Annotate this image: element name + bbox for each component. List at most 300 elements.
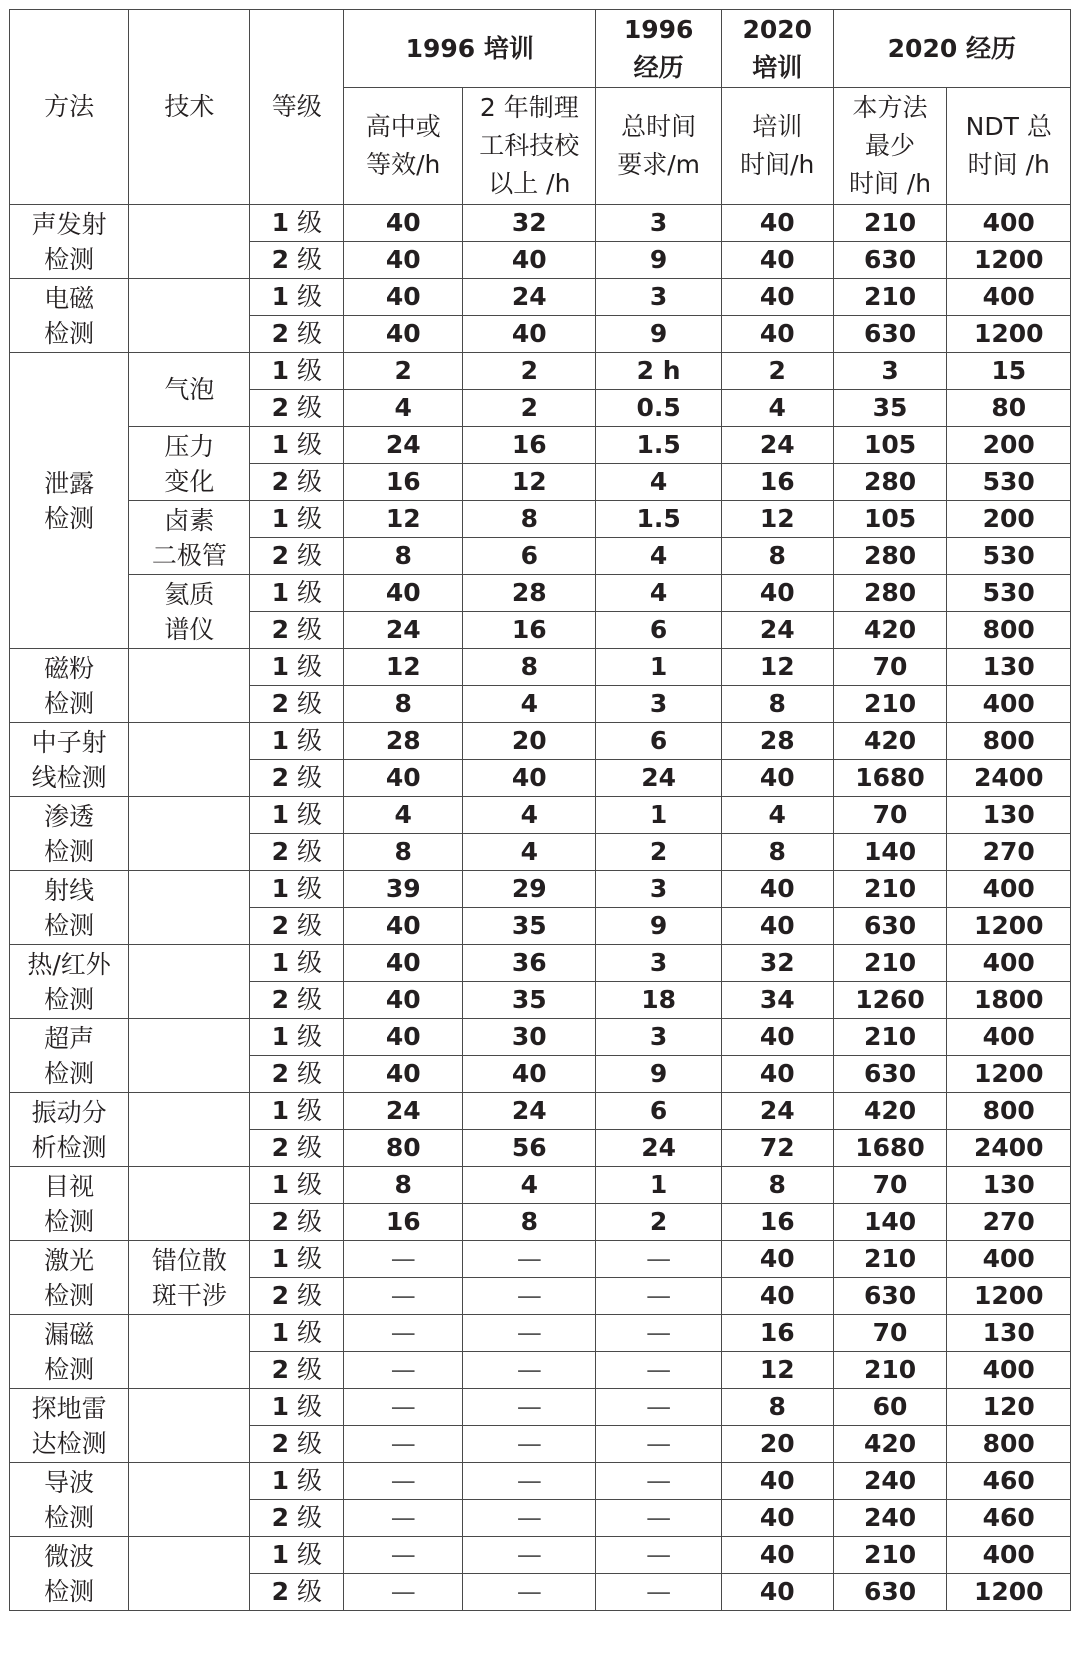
level-cell: 1 级 [250, 575, 344, 612]
value-cell: 40 [344, 982, 463, 1019]
header-total-time-required-label: 总时间 要求/m [617, 112, 700, 179]
table-row [10, 1537, 1071, 1574]
method-cell [10, 797, 129, 871]
value-cell: 270 [947, 834, 1071, 871]
method-label: 声发射 检测 [31, 209, 107, 274]
value-cell: 30 [463, 1019, 596, 1056]
method-cell [10, 1167, 129, 1241]
level-cell: 2 级 [250, 1130, 344, 1167]
value-cell: 4 [596, 464, 722, 501]
value-cell: — [596, 1574, 722, 1611]
value-cell: 40 [463, 316, 596, 353]
value-cell: — [344, 1500, 463, 1537]
table-row [10, 1093, 1071, 1130]
header-level [250, 10, 344, 205]
value-cell: 40 [721, 1500, 833, 1537]
value-cell: 8 [721, 1167, 833, 1204]
value-cell: 630 [833, 242, 947, 279]
level-cell: 1 级 [250, 1389, 344, 1426]
certification-hours-table [9, 9, 1071, 1611]
value-cell: 9 [596, 1056, 722, 1093]
value-cell: 240 [833, 1463, 947, 1500]
value-cell: 400 [947, 945, 1071, 982]
header-1996-experience [596, 10, 722, 88]
value-cell: — [344, 1278, 463, 1315]
value-cell: 34 [721, 982, 833, 1019]
value-cell: 16 [721, 1315, 833, 1352]
value-cell: 6 [596, 1093, 722, 1130]
value-cell: 800 [947, 1426, 1071, 1463]
value-cell: 70 [833, 649, 947, 686]
value-cell: — [463, 1278, 596, 1315]
technique-cell [129, 1463, 250, 1537]
technique-cell [129, 575, 250, 649]
method-cell [10, 871, 129, 945]
value-cell: — [596, 1241, 722, 1278]
value-cell: 240 [833, 1500, 947, 1537]
value-cell: 2400 [947, 760, 1071, 797]
value-cell: 40 [344, 908, 463, 945]
value-cell: 630 [833, 316, 947, 353]
level-cell: 1 级 [250, 1463, 344, 1500]
header-2020-training [721, 10, 833, 88]
value-cell: 40 [721, 1537, 833, 1574]
value-cell: 24 [344, 427, 463, 464]
value-cell: — [463, 1537, 596, 1574]
value-cell: 280 [833, 538, 947, 575]
method-label: 导波 检测 [44, 1467, 95, 1532]
value-cell: 400 [947, 871, 1071, 908]
method-cell [10, 649, 129, 723]
value-cell: 1 [596, 1167, 722, 1204]
value-cell: 24 [596, 1130, 722, 1167]
value-cell: 4 [463, 834, 596, 871]
value-cell: 16 [344, 464, 463, 501]
value-cell: 200 [947, 501, 1071, 538]
technique-cell [129, 797, 250, 871]
header-1996-training [344, 10, 596, 88]
method-cell [10, 1537, 129, 1611]
value-cell: 420 [833, 1426, 947, 1463]
level-cell: 2 级 [250, 686, 344, 723]
level-cell: 2 级 [250, 464, 344, 501]
value-cell: 24 [721, 1093, 833, 1130]
method-label: 探地雷 达检测 [31, 1393, 107, 1458]
table-row [10, 575, 1071, 612]
value-cell: 40 [721, 908, 833, 945]
value-cell: 1260 [833, 982, 947, 1019]
method-cell [10, 1315, 129, 1389]
level-cell: 2 级 [250, 1056, 344, 1093]
value-cell: 15 [947, 353, 1071, 390]
value-cell: 9 [596, 316, 722, 353]
level-cell: 2 级 [250, 1426, 344, 1463]
level-cell: 2 级 [250, 834, 344, 871]
technique-cell [129, 871, 250, 945]
value-cell: — [463, 1426, 596, 1463]
method-label: 微波 检测 [44, 1541, 95, 1606]
value-cell: — [463, 1500, 596, 1537]
value-cell: 40 [344, 279, 463, 316]
table-row [10, 649, 1071, 686]
value-cell: 56 [463, 1130, 596, 1167]
table-row [10, 1019, 1071, 1056]
level-cell: 2 级 [250, 1500, 344, 1537]
value-cell: 460 [947, 1463, 1071, 1500]
value-cell: 8 [463, 1204, 596, 1241]
value-cell: 20 [463, 723, 596, 760]
value-cell: 2400 [947, 1130, 1071, 1167]
technique-label: 压力 变化 [164, 431, 215, 496]
table-row [10, 501, 1071, 538]
value-cell: 2 h [596, 353, 722, 390]
header-2020-experience-label: 2020 经历 [887, 33, 1016, 63]
value-cell: 8 [721, 1389, 833, 1426]
technique-cell [129, 1537, 250, 1611]
value-cell: 400 [947, 686, 1071, 723]
value-cell: 210 [833, 686, 947, 723]
method-label: 中子射 线检测 [31, 727, 107, 792]
header-training-time [721, 88, 833, 205]
value-cell: 210 [833, 1019, 947, 1056]
value-cell: 80 [947, 390, 1071, 427]
technique-cell [129, 501, 250, 575]
header-method [10, 10, 129, 205]
value-cell: 4 [596, 538, 722, 575]
technique-cell [129, 649, 250, 723]
header-level-label: 等级 [271, 92, 322, 121]
value-cell: — [463, 1574, 596, 1611]
header-highschool-hours-label: 高中或 等效/h [365, 112, 441, 179]
method-cell [10, 1019, 129, 1093]
value-cell: 1200 [947, 1278, 1071, 1315]
value-cell: 2 [463, 390, 596, 427]
value-cell: 16 [721, 464, 833, 501]
header-training-time-label: 培训 时间/h [740, 112, 815, 179]
level-cell: 1 级 [250, 205, 344, 242]
method-cell [10, 1389, 129, 1463]
value-cell: 16 [463, 612, 596, 649]
level-cell: 1 级 [250, 1019, 344, 1056]
value-cell: 28 [721, 723, 833, 760]
technique-cell [129, 945, 250, 1019]
value-cell: 8 [344, 834, 463, 871]
value-cell: 12 [721, 1352, 833, 1389]
value-cell: 24 [344, 612, 463, 649]
level-cell: 1 级 [250, 279, 344, 316]
technique-cell [129, 1241, 250, 1315]
table-row [10, 945, 1071, 982]
value-cell: 530 [947, 464, 1071, 501]
level-cell: 2 级 [250, 1204, 344, 1241]
value-cell: 1 [596, 649, 722, 686]
method-label: 磁粉 检测 [44, 653, 95, 718]
value-cell: 1200 [947, 316, 1071, 353]
value-cell: 210 [833, 945, 947, 982]
value-cell: 1200 [947, 242, 1071, 279]
value-cell: 35 [833, 390, 947, 427]
value-cell: — [463, 1241, 596, 1278]
value-cell: 36 [463, 945, 596, 982]
value-cell: 40 [463, 1056, 596, 1093]
value-cell: 40 [721, 205, 833, 242]
value-cell: 24 [463, 1093, 596, 1130]
table-body [10, 205, 1071, 1611]
level-cell: 1 级 [250, 1167, 344, 1204]
header-ndt-total-time [947, 88, 1071, 205]
method-cell [10, 353, 129, 649]
method-label: 振动分 析检测 [31, 1097, 107, 1162]
value-cell: 35 [463, 908, 596, 945]
method-label: 射线 检测 [44, 875, 95, 940]
level-cell: 1 级 [250, 1315, 344, 1352]
value-cell: 24 [596, 760, 722, 797]
value-cell: 400 [947, 1241, 1071, 1278]
level-cell: 1 级 [250, 649, 344, 686]
level-cell: 2 级 [250, 908, 344, 945]
level-cell: 1 级 [250, 427, 344, 464]
value-cell: 4 [463, 686, 596, 723]
value-cell: — [344, 1389, 463, 1426]
level-cell: 1 级 [250, 1241, 344, 1278]
value-cell: 40 [344, 205, 463, 242]
value-cell: 70 [833, 1315, 947, 1352]
value-cell: — [344, 1426, 463, 1463]
value-cell: — [463, 1352, 596, 1389]
table-row [10, 1463, 1071, 1500]
value-cell: 40 [721, 760, 833, 797]
method-label: 热/红外 检测 [27, 949, 111, 1014]
value-cell: 40 [721, 1241, 833, 1278]
value-cell: 4 [463, 797, 596, 834]
value-cell: 400 [947, 205, 1071, 242]
value-cell: 4 [596, 575, 722, 612]
value-cell: — [596, 1537, 722, 1574]
level-cell: 2 级 [250, 760, 344, 797]
value-cell: — [596, 1463, 722, 1500]
value-cell: 8 [721, 834, 833, 871]
value-cell: 3 [596, 205, 722, 242]
value-cell: 12 [721, 501, 833, 538]
value-cell: 70 [833, 797, 947, 834]
value-cell: 6 [596, 612, 722, 649]
value-cell: 200 [947, 427, 1071, 464]
value-cell: 4 [721, 390, 833, 427]
level-cell: 2 级 [250, 316, 344, 353]
value-cell: 39 [344, 871, 463, 908]
value-cell: — [596, 1426, 722, 1463]
method-cell [10, 1241, 129, 1315]
value-cell: 210 [833, 1537, 947, 1574]
value-cell: — [344, 1537, 463, 1574]
value-cell: 40 [721, 1019, 833, 1056]
value-cell: — [596, 1278, 722, 1315]
value-cell: 24 [344, 1093, 463, 1130]
method-label: 电磁 检测 [44, 283, 95, 348]
table-header [10, 10, 1071, 205]
value-cell: 28 [344, 723, 463, 760]
value-cell: 4 [721, 797, 833, 834]
method-label: 激光 检测 [44, 1245, 95, 1310]
value-cell: — [344, 1352, 463, 1389]
value-cell: 2 [596, 834, 722, 871]
level-cell: 2 级 [250, 1574, 344, 1611]
level-cell: 1 级 [250, 1093, 344, 1130]
value-cell: 4 [463, 1167, 596, 1204]
value-cell: 40 [344, 760, 463, 797]
value-cell: 6 [596, 723, 722, 760]
header-technique-label: 技术 [164, 92, 215, 121]
value-cell: 130 [947, 1167, 1071, 1204]
certification-table-container [9, 9, 1071, 1611]
value-cell: 8 [721, 686, 833, 723]
table-row [10, 427, 1071, 464]
value-cell: 1200 [947, 1574, 1071, 1611]
value-cell: 12 [344, 501, 463, 538]
value-cell: 140 [833, 834, 947, 871]
value-cell: 2 [596, 1204, 722, 1241]
value-cell: 210 [833, 1241, 947, 1278]
technique-cell [129, 1315, 250, 1389]
value-cell: 3 [596, 871, 722, 908]
header-1996-training-label: 1996 培训 [405, 33, 534, 63]
value-cell: 130 [947, 649, 1071, 686]
method-cell [10, 945, 129, 1019]
value-cell: 8 [344, 1167, 463, 1204]
value-cell: 4 [344, 390, 463, 427]
value-cell: — [596, 1500, 722, 1537]
value-cell: 8 [344, 538, 463, 575]
table-row [10, 1389, 1071, 1426]
value-cell: — [344, 1315, 463, 1352]
value-cell: 460 [947, 1500, 1071, 1537]
header-2020-experience [833, 10, 1070, 88]
value-cell: 3 [596, 279, 722, 316]
method-cell [10, 1463, 129, 1537]
value-cell: 420 [833, 612, 947, 649]
technique-cell [129, 1093, 250, 1167]
value-cell: 210 [833, 279, 947, 316]
value-cell: 40 [721, 1278, 833, 1315]
value-cell: 16 [344, 1204, 463, 1241]
method-cell [10, 205, 129, 279]
method-label: 漏磁 检测 [44, 1319, 95, 1384]
header-ndt-total-time-label: NDT 总 时间 /h [965, 112, 1052, 179]
value-cell: 40 [344, 945, 463, 982]
value-cell: 40 [721, 871, 833, 908]
level-cell: 2 级 [250, 1278, 344, 1315]
value-cell: 8 [721, 538, 833, 575]
technique-cell [129, 279, 250, 353]
header-1996-experience-label: 1996 经历 [623, 14, 694, 82]
value-cell: 280 [833, 464, 947, 501]
value-cell: 6 [463, 538, 596, 575]
level-cell: 1 级 [250, 353, 344, 390]
value-cell: 40 [463, 760, 596, 797]
value-cell: 800 [947, 612, 1071, 649]
table-row [10, 353, 1071, 390]
value-cell: 400 [947, 1537, 1071, 1574]
method-label: 泄露 检测 [44, 468, 95, 533]
technique-cell [129, 205, 250, 279]
value-cell: 140 [833, 1204, 947, 1241]
value-cell: 3 [596, 686, 722, 723]
table-row [10, 1167, 1071, 1204]
value-cell: — [463, 1463, 596, 1500]
value-cell: 12 [344, 649, 463, 686]
value-cell: 8 [463, 501, 596, 538]
table-row [10, 1315, 1071, 1352]
header-method-label: 方法 [44, 92, 95, 121]
value-cell: 400 [947, 279, 1071, 316]
value-cell: 72 [721, 1130, 833, 1167]
value-cell: 3 [596, 1019, 722, 1056]
level-cell: 1 级 [250, 1537, 344, 1574]
value-cell: 105 [833, 501, 947, 538]
value-cell: 1 [596, 797, 722, 834]
value-cell: 400 [947, 1019, 1071, 1056]
value-cell: — [596, 1389, 722, 1426]
method-cell [10, 1093, 129, 1167]
value-cell: 60 [833, 1389, 947, 1426]
value-cell: 40 [721, 575, 833, 612]
header-2020-training-label: 2020 培训 [742, 14, 813, 82]
value-cell: 2 [344, 353, 463, 390]
value-cell: 130 [947, 1315, 1071, 1352]
value-cell: 630 [833, 1056, 947, 1093]
value-cell: — [463, 1389, 596, 1426]
level-cell: 2 级 [250, 982, 344, 1019]
value-cell: 24 [721, 427, 833, 464]
level-cell: 2 级 [250, 242, 344, 279]
value-cell: 400 [947, 1352, 1071, 1389]
value-cell: 105 [833, 427, 947, 464]
header-college-hours-label: 2 年制理 工科技校 以上 /h [479, 93, 580, 198]
level-cell: 2 级 [250, 1352, 344, 1389]
value-cell: 9 [596, 908, 722, 945]
level-cell: 1 级 [250, 871, 344, 908]
value-cell: 1200 [947, 908, 1071, 945]
technique-label: 错位散 斑干涉 [151, 1245, 227, 1310]
value-cell: 530 [947, 575, 1071, 612]
value-cell: — [344, 1463, 463, 1500]
technique-label: 氦质 谱仪 [164, 579, 215, 644]
level-cell: 1 级 [250, 945, 344, 982]
header-method-min-time [833, 88, 947, 205]
level-cell: 2 级 [250, 538, 344, 575]
value-cell: 130 [947, 797, 1071, 834]
level-cell: 2 级 [250, 390, 344, 427]
value-cell: 80 [344, 1130, 463, 1167]
technique-cell [129, 353, 250, 427]
method-label: 渗透 检测 [44, 801, 95, 866]
value-cell: 800 [947, 1093, 1071, 1130]
value-cell: 2 [721, 353, 833, 390]
header-highschool-hours [344, 88, 463, 205]
value-cell: 40 [344, 1019, 463, 1056]
value-cell: 40 [721, 279, 833, 316]
technique-cell [129, 1019, 250, 1093]
method-cell [10, 723, 129, 797]
technique-cell [129, 427, 250, 501]
value-cell: 120 [947, 1389, 1071, 1426]
value-cell: 24 [463, 279, 596, 316]
level-cell: 2 级 [250, 612, 344, 649]
value-cell: 40 [344, 575, 463, 612]
value-cell: 40 [344, 242, 463, 279]
value-cell: 40 [721, 242, 833, 279]
level-cell: 1 级 [250, 501, 344, 538]
